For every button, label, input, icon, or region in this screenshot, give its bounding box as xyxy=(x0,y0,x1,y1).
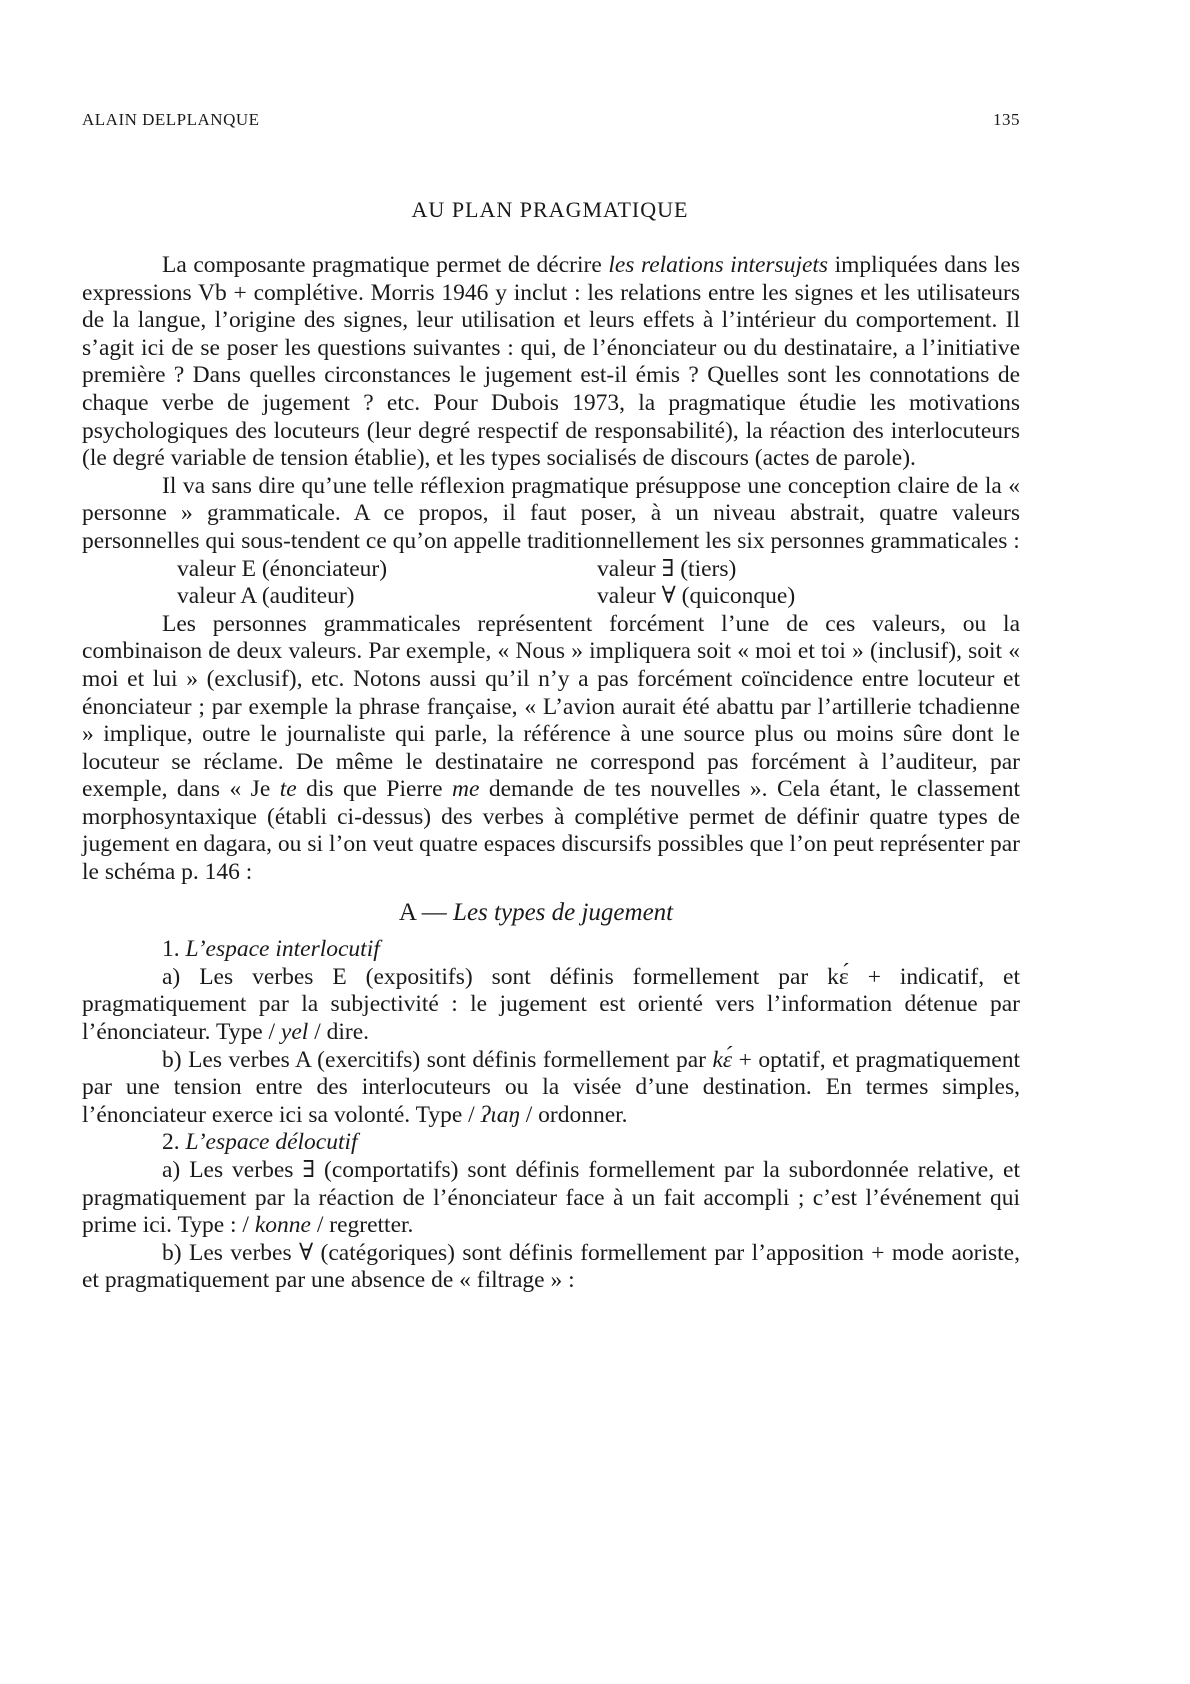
part-1-item-a-text-3: / dire. xyxy=(308,1019,370,1046)
part-1-item-a-word: yel xyxy=(280,1019,309,1046)
paragraph-2: Il va sans dire qu’une telle réflexion pragmatique présuppose une conception claire de la « personne » grammaticale. A ce propos, il faut poser, à un niveau abstrait, quatre valeurs personnelles qui sous-tendent ce qu’on appelle traditionnellement les six personnes grammaticales : xyxy=(82,472,1020,554)
subsection-letter: A xyxy=(398,898,416,926)
part-1-item-b xyxy=(82,1047,1020,1130)
valeurs-row-1 xyxy=(82,556,1020,584)
part-2-heading xyxy=(162,1129,1020,1157)
part-1-title: L’espace interlocutif xyxy=(185,936,380,963)
paragraph-1 xyxy=(82,252,1020,473)
paragraph-3-text-a: Les personnes grammaticales représentent forcément l’une de ces valeurs, ou la combinaison de deux valeurs. Par exemple, « Nous » impliquera soit « moi et toi » (inclusif), soit « moi et lui » (exclusif), etc. Notons aussi qu’il n’y a pas forcément coïncidence entre locuteur et énonciateur ; par exemple la phrase française, « L’avion aurait été abattu par l’artillerie tchadienne » implique, outre le journaliste qui parle, la référence à une source plus ou moins sûre dont le locuteur se réclame. De même le destinataire ne correspond pas forcément à l’auditeur, par exemple, dans « Je xyxy=(82,610,1020,803)
part-1-item-b-text-1: b) Les verbes A (exercitifs) sont définis formellement par xyxy=(162,1046,713,1073)
valeur-e: valeur E (énonciateur) xyxy=(177,555,388,582)
part-1-item-b-text-5: / ordonner. xyxy=(519,1101,628,1128)
valeur-tiers: valeur ∃ (tiers) xyxy=(597,555,737,582)
part-1-item-b-text-3: + optatif, et pragmatiquement par une tension entre des interlocuteurs ou la visée d’une destination. En termes simples, l’énonciateur exerce ici sa volonté. Type / xyxy=(82,1046,1020,1128)
valeurs-row-2 xyxy=(82,583,1020,611)
body-text xyxy=(82,252,1020,1295)
paragraph-3-text-c: dis que Pierre xyxy=(296,776,452,803)
part-2-item-a-text-3: / regretter. xyxy=(310,1212,414,1239)
paragraph-3-text-e: demande de tes nouvelles ». Cela étant, le classement morphosyntaxique (établi ci-dessus) des verbes à complétive permet de définir quatre types de jugement en dagara, ou si l’on veut quatre espaces discursifs possibles que l’on peut représenter par le schéma p. 146 : xyxy=(82,776,1020,886)
paragraph-3-italic-te: te xyxy=(279,776,297,803)
page-number: 135 xyxy=(993,110,1020,129)
part-1-number: 1. xyxy=(162,936,186,963)
valeur-a: valeur A (auditeur) xyxy=(177,583,355,610)
valeurs-table xyxy=(82,556,1020,611)
part-1-heading xyxy=(162,936,1020,964)
paragraph-1-text-c: impliquées dans les expressions Vb + complétive. Morris 1946 y inclut : les relations entre les signes et les utilisateurs de la langue, l’origine des signes, leur utilisation et leurs effets à l’intérieur du comportement. Il s’agit ici de se poser les questions suivantes : qui, de l’énonciateur ou du destinataire, a l’initiative première ? Dans quelles circonstances le jugement est-il émis ? Quelles sont les connotations de chaque verbe de jugement ? etc. Pour Dubois 1973, la pragmatique étudie les motivations psychologiques des locuteurs (leur degré respectif de responsabilité), la réaction des interlocuteurs (le degré variable de tension établie), et les types socialisés de discours (actes de parole). xyxy=(82,252,1020,472)
subsection-heading xyxy=(82,899,1020,927)
part-1-item-a-text-1: a) Les verbes E (expositifs) sont définis formellement par kɛ́ + indicatif, et pragmatiquement par la subjectivité : le jugement est orienté vers l’information détenue par l’énonciateur. Type / xyxy=(82,963,1020,1046)
valeur-quiconque: valeur ∀ (quiconque) xyxy=(597,583,796,610)
running-head-author: ALAIN DELPLANQUE xyxy=(82,110,260,129)
part-2-item-a-word: konne xyxy=(254,1212,311,1239)
section-title: AU PLAN PRAGMATIQUE xyxy=(411,197,689,222)
subsection-dash: — xyxy=(415,898,454,926)
part-1-item-a xyxy=(82,964,1020,1047)
part-1-item-b-word: ʔɩaŋ xyxy=(480,1101,520,1128)
paragraph-3 xyxy=(82,611,1020,887)
part-2-title: L’espace délocutif xyxy=(185,1129,358,1156)
paragraph-1-text-a: La composante pragmatique permet de décrire xyxy=(162,252,609,278)
part-1-item-b-ke: kɛ́ xyxy=(712,1046,733,1073)
part-2-item-b: b) Les verbes ∀ (catégoriques) sont définis formellement par l’apposition + mode aoriste, et pragmatiquement par une absence de « filtrage » : xyxy=(82,1239,1020,1294)
part-2-item-a xyxy=(82,1157,1020,1240)
running-head xyxy=(82,110,1020,134)
paragraph-3-italic-me: me xyxy=(452,776,480,803)
part-2-number: 2. xyxy=(162,1129,186,1156)
subsection-title: Les types de jugement xyxy=(453,898,674,926)
part-2-item-a-text-1: a) Les verbes ∃ (comportatifs) sont définis formellement par la subordonnée relative, et pragmatiquement par la réaction de l’énonciateur face à un fait accompli ; c’est l’événement qui prime ici. Type : / xyxy=(82,1157,1020,1239)
paragraph-1-emphasis: les relations intersujets xyxy=(608,252,829,278)
